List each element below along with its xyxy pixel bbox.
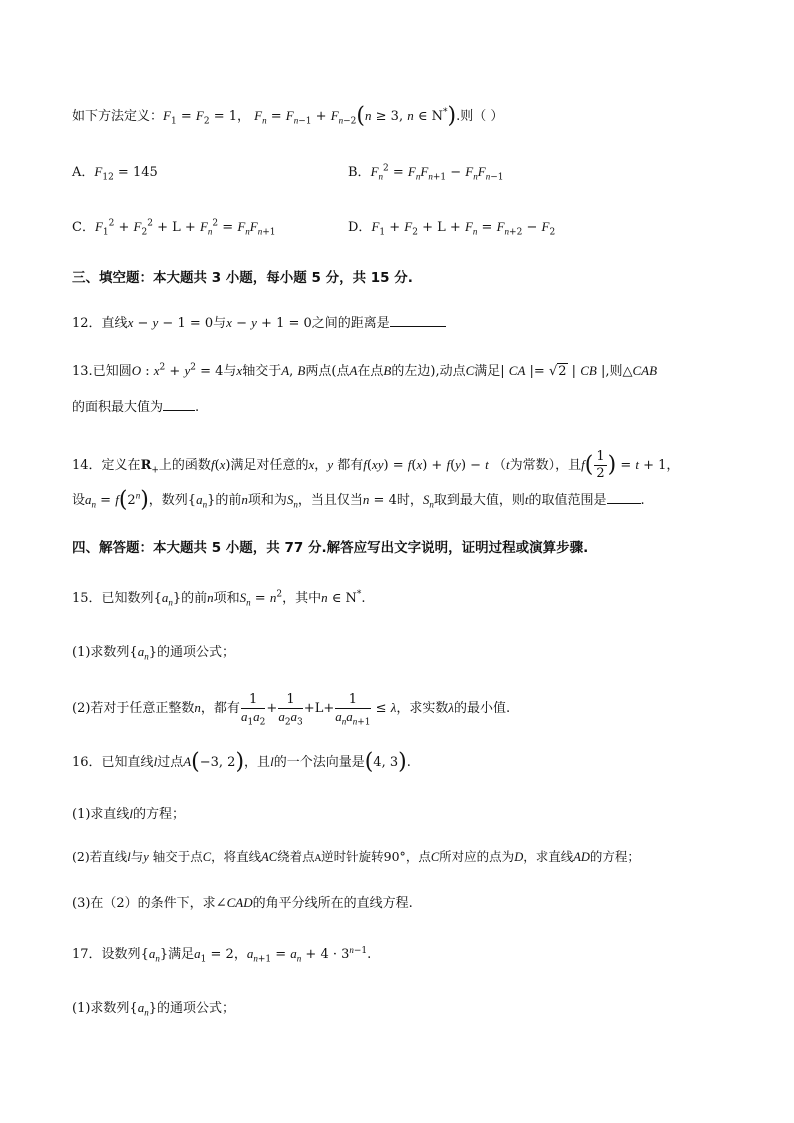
q13-answer-blank[interactable]	[163, 400, 195, 411]
q11-option-c: C．$F_1^2 + F_2^2 + L + F_n^2 = F_nF_{n+1}$	[72, 218, 276, 238]
q17-part-1: (1)求数列$\{a_n\}$的通项公式；	[72, 1000, 235, 1018]
q13-line-2: 的面积最大值为 .	[72, 400, 200, 415]
q12-answer-blank[interactable]	[390, 316, 446, 327]
q12: 12．直线x − y − 1 = 0与x − y + 1 = 0之间的距离是	[72, 313, 446, 334]
q16-stem: 16．已知直线l过点A(−3, 2)，且l的一个法向量是(4, 3).	[72, 749, 411, 775]
q14-line-1: 14．定义在$R_+$上的函数f(x)满足对任意的x，y 都有f(xy) = f(x) + f(y) − t （t为常数），且f( $\frac{1}{2}$ ) = t + 1，	[72, 449, 680, 481]
q16-part-2: (2)若直线l与y 轴交于点C，将直线AC绕着点A逆时针旋转90°，点C所对应的点为D，求直线AD的方程；	[72, 849, 640, 864]
q11-stem: 如下方法定义：$F_1 = F_2 = 1$， $F_n = F_{n-1} + F_{n-2}(n \ge 3$, n ∈ N*).则（ ）	[72, 103, 504, 129]
q14-line-2: 设$a_n = f(2^n)$，数列$\{a_n\}$的前n项和为$S_n$，当且仅当n = 4时，$S_n$取到最大值，则t的取值范围是 .	[72, 487, 645, 513]
q13-line-1: 13.已知圆O : $x^2 + y^2 = 4$与x轴交于A, B两点(点A在点B的左边),动点C满足| CA |= √2 | CB |,则△CAB	[72, 362, 658, 379]
section-3-heading: 三、填空题：本大题共 3 小题，每小题 5 分，共 15 分.	[72, 270, 413, 286]
q16-part-3: (3)在（2）的条件下，求∠CAD的角平分线所在的直线方程.	[72, 895, 413, 911]
q17-stem: 17．设数列$\{a_n\}$满足$a_1 = 2$，$a_{n+1} = a_n + 4 \cdot 3^{n-1}$.	[72, 944, 372, 965]
q11-option-b: B．$F_n^2 = F_nF_{n+1} - F_nF_{n-1}$	[348, 163, 504, 183]
q15-stem: 15．已知数列$\{a_n\}$的前n项和$S_n = n^2$，其中n ∈ N*.	[72, 589, 366, 608]
q16-part-1: (1)求直线l的方程；	[72, 806, 186, 822]
q11-option-a: A．$F_{12} = 145$	[72, 164, 158, 183]
section-4-heading: 四、解答题：本大题共 5 小题，共 77 分.解答应写出文字说明，证明过程或演算步骤.	[72, 540, 589, 556]
q15-part-2: (2)若对于任意正整数n，都有 $\frac{1}{a_1a_2}$ + $\frac{1}{a_2a_3}$ +L+ $\frac{1}{a_na_{n+1}}$ ≤ λ，求实数λ的最小值.	[72, 691, 511, 728]
q14-answer-blank[interactable]	[607, 493, 641, 504]
q15-part-1: (1)求数列$\{a_n\}$的通项公式；	[72, 644, 235, 662]
q11-option-d: D．$F_1 + F_2 + L + F_n = F_{n+2} - F_2$	[348, 219, 556, 238]
